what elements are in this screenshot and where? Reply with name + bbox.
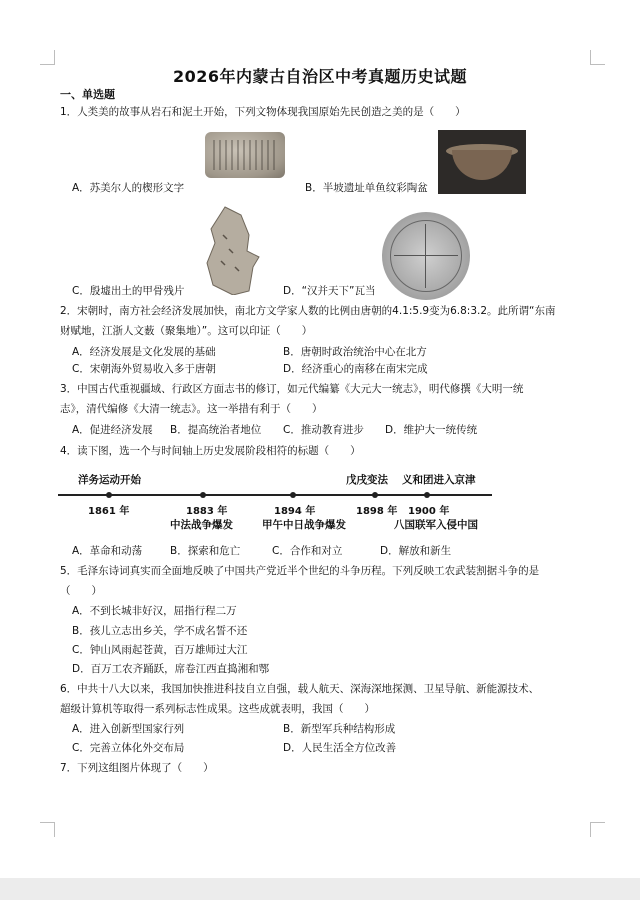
- crop-mark-bottom-left: [40, 822, 55, 837]
- q6-option-c[interactable]: C．完善立体化外交布局: [72, 742, 185, 754]
- timeline-point: [424, 492, 430, 498]
- question-6-line-2: 超级计算机等取得一系列标志性成果。这些成就表明，我国（ ）: [60, 703, 375, 715]
- q5-option-a[interactable]: A．不到长城非好汉，屈指行程二万: [72, 605, 237, 617]
- question-5-line-1: 5．毛泽东诗词真实而全面地反映了中国共产党近半个世纪的斗争历程。下列反映工农武装割据斗争的是: [60, 565, 540, 577]
- question-2-line-1: 2．宋朝时，南方社会经济发展加快，南北方文学家人数的比例由唐朝的4.1:5.9变为6.8:3.2。此所谓“东南: [60, 305, 556, 317]
- timeline-point: [372, 492, 378, 498]
- q3-option-b[interactable]: B．提高统治者地位: [170, 424, 262, 436]
- q1-option-c[interactable]: C．殷墟出土的甲骨残片: [72, 285, 185, 297]
- timeline-label-top: 义和团进入京津: [402, 474, 476, 486]
- q3-option-c[interactable]: C．推动教育进步: [283, 424, 364, 436]
- q3-option-a[interactable]: A．促进经济发展: [72, 424, 153, 436]
- section-heading: 一、单选题: [60, 88, 115, 101]
- q1-option-a[interactable]: A．苏美尔人的楔形文字: [72, 182, 185, 194]
- q6-option-b[interactable]: B．新型军兵种结构形成: [283, 723, 396, 735]
- crop-mark-bottom-right: [590, 822, 605, 837]
- q4-option-c[interactable]: C．合作和对立: [272, 545, 343, 557]
- crop-mark-top-left: [40, 50, 55, 65]
- q1-option-d[interactable]: D．“汉并天下”瓦当: [283, 285, 376, 297]
- page-title: 2026年内蒙古自治区中考真题历史试题: [172, 67, 468, 86]
- q5-option-d[interactable]: D．百万工农齐踊跃，席卷江西直捣湘和鄂: [72, 663, 270, 675]
- question-1-stem: 1．人类美的故事从岩石和泥土开始，下列文物体现我国原始先民创造之美的是（ ）: [60, 106, 466, 118]
- q5-option-b[interactable]: B．孩儿立志出乡关，学不成名誓不还: [72, 625, 248, 637]
- timeline-point: [200, 492, 206, 498]
- timeline-year: 1894 年: [274, 506, 316, 517]
- q2-option-a[interactable]: A．经济发展是文化发展的基础: [72, 346, 216, 358]
- timeline-point: [290, 492, 296, 498]
- q4-option-b[interactable]: B．探索和危亡: [170, 545, 241, 557]
- question-4-stem: 4．读下图，选一个与时间轴上历史发展阶段相符的标题（ ）: [60, 445, 361, 457]
- timeline-label-bottom: 中法战争爆发: [170, 519, 233, 531]
- painted-pottery-basin-image: [438, 130, 526, 194]
- question-2-line-2: 财赋地，江浙人文薮（聚集地）”。这可以印证（ ）: [60, 325, 313, 337]
- page-bottom-edge: [0, 878, 640, 900]
- q3-option-d[interactable]: D．维护大一统传统: [385, 424, 478, 436]
- question-5-line-2: （ ）: [60, 585, 102, 597]
- question-3-line-1: 3．中国古代重视疆域、行政区方面志书的修订，如元代编纂《大元大一统志》，明代修撰《大明一统: [60, 383, 524, 395]
- question-6-line-1: 6．中共十八大以来，我国加快推进科技自立自强，载人航天、深海深地探测、卫星导航、新能源技术、: [60, 683, 540, 695]
- q2-option-c[interactable]: C．宋朝海外贸易收入多于唐朝: [72, 363, 216, 375]
- timeline-label-bottom: 八国联军入侵中国: [394, 519, 478, 531]
- question-7-stem: 7．下列这组图片体现了（ ）: [60, 762, 214, 774]
- q4-option-a[interactable]: A．革命和动荡: [72, 545, 143, 557]
- timeline-year: 1883 年: [186, 506, 228, 517]
- tile-end-image: [382, 212, 470, 300]
- cuneiform-tablet-image: [205, 132, 285, 178]
- timeline-year: 1898 年: [356, 506, 398, 517]
- q6-option-d[interactable]: D．人民生活全方位改善: [283, 742, 397, 754]
- timeline-point: [106, 492, 112, 498]
- q1-option-b[interactable]: B．半坡遗址单鱼纹彩陶盆: [305, 182, 428, 194]
- timeline-label-top: 戊戌变法: [346, 474, 388, 486]
- question-3-line-2: 志》，清代编修《大清一统志》。这一举措有利于（ ）: [60, 403, 323, 415]
- q4-option-d[interactable]: D．解放和新生: [380, 545, 452, 557]
- timeline-year: 1900 年: [408, 506, 450, 517]
- q5-option-c[interactable]: C．钟山风雨起苍黄，百万雄师过大江: [72, 644, 248, 656]
- q2-option-d[interactable]: D．经济重心的南移在南宋完成: [283, 363, 428, 375]
- timeline-year: 1861 年: [88, 506, 130, 517]
- q2-option-b[interactable]: B．唐朝时政治统治中心在北方: [283, 346, 427, 358]
- timeline-label-bottom: 甲午中日战争爆发: [262, 519, 346, 531]
- crop-mark-top-right: [590, 50, 605, 65]
- timeline-label-top: 洋务运动开始: [78, 474, 141, 486]
- q6-option-a[interactable]: A．进入创新型国家行列: [72, 723, 185, 735]
- oracle-bone-image: [203, 205, 265, 295]
